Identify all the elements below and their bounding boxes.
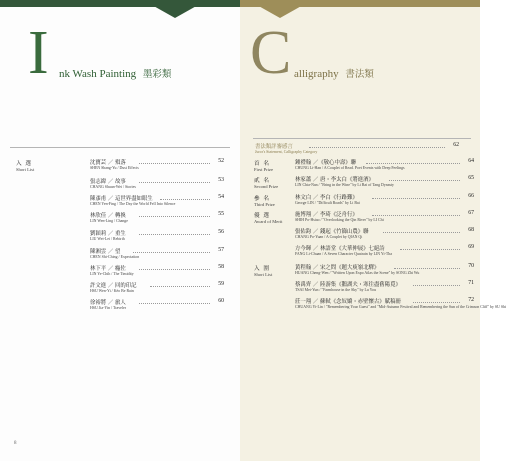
entry-title-zh: 陳湘雲 ／ 望 [90, 249, 121, 255]
entry-title-zh: 許文進 ／ 回的印記 [90, 283, 137, 289]
category-zh: 貳 名 [254, 178, 270, 184]
leader-dots [389, 180, 460, 181]
ink-wash-initial: I [28, 19, 49, 87]
right-divider [253, 138, 471, 139]
leader-dots [160, 199, 210, 200]
entry-title-en: LIU Wei-Lei / Rebirth [90, 237, 125, 241]
entry-title-zh: 蔡禹齊 ／ 陸游集《鵝湖夫・寒往盡舊陽覓》 [295, 282, 401, 288]
entry-title-zh: 施博翔 ／ 李琦《泛舟行》 [295, 212, 358, 218]
leader-dots [366, 163, 460, 164]
category-zh: 入 選 [16, 161, 32, 167]
calligraphy-title-zh: 書法類 [345, 69, 374, 80]
entry-title-en: HUANG Cheng-Wen / "Written Upon Expo Atlas the Scene" by SONG Zhi Wu [295, 271, 420, 275]
right-tab-notch [248, 0, 312, 18]
leader-dots [139, 216, 210, 217]
page-ref: 53 [218, 177, 224, 183]
page-ref: 69 [468, 244, 474, 250]
entry-title-zh: 張佑鈞 ／ 錢起《竹篩山農》聯 [295, 229, 369, 235]
entry-title-en: HSU Jia-Yin / Traveler [90, 306, 126, 310]
ink-wash-title [59, 66, 171, 80]
page-ref: 60 [218, 298, 224, 304]
entry-title-en: LIN Ye-Chih / The Timidity [90, 272, 134, 276]
page-ref: 58 [218, 264, 224, 270]
entry-title-zh: 陳彥甫 ／ 這世界盡如眼生 [90, 196, 153, 202]
leader-dots [394, 268, 460, 269]
entry-title-en: George LIN / "Difficult Roads" by Li Bai [295, 201, 360, 205]
page-ref: 68 [468, 227, 474, 233]
toc-entry[interactable] [90, 229, 224, 242]
entry-title-en: SHEN Shang-Yu / Dust Effects [90, 166, 139, 170]
leader-dots [139, 269, 210, 270]
entry-title-en: CHUNG Li-Han / A Couplet of Read. Poet Events with Deep Feelings [295, 166, 405, 170]
toc-entry[interactable] [295, 263, 474, 276]
category-zh: 參 名 [254, 196, 270, 202]
entry-title-en: SHIH Po-Hsiao / "Overlooking the Qin River" by LI Chi [295, 218, 384, 222]
entry-title-en: CHUANG Yi-Lin / "Remembering Your Guest" and "Mid-Autumn Festival and Remembering the Sun of the Crimson Cliff" by SU Shi [295, 305, 506, 309]
category-zh: 首 名 [254, 161, 270, 167]
entry-title-zh: 林文白 ／ 李白《行路難》 [295, 195, 358, 201]
leader-dots [372, 215, 460, 216]
entry-title-zh: 鍾禮翰 ／《敬心中壽》聯 [295, 160, 357, 166]
entry-title-zh: 徐裕將 ／ 旅人 [90, 300, 126, 306]
entry-title-en: TSAI Mei-Yun / "Farmhouse in the Sky" by Lu You [295, 288, 376, 292]
entry-title-zh: 劉穎莉 ／ 重生 [90, 231, 126, 237]
left-tab-notch [143, 0, 207, 18]
toc-entry[interactable] [90, 158, 224, 171]
entry-title-zh: 莊一翔 ／ 蘇軾《念奴嬌・赤壁懷古》賦稿冊 [295, 299, 401, 305]
page-number: 8 [14, 441, 17, 446]
toc-entry[interactable] [90, 281, 224, 294]
toc-entry[interactable] [295, 193, 474, 206]
toc-entry[interactable] [295, 297, 506, 310]
category-en: Award of Merit [254, 219, 283, 224]
entry-title-zh: 林家蕭 ／ 唐・李太白《將進酒》 [295, 177, 374, 183]
entry-title-zh: 張志緯 ／ 故事 [90, 179, 126, 185]
entry-title-en: LIN Chia-Nan / "Bring in the Wine" by Li Bai of Tang Dynasty [295, 183, 394, 187]
page-ref: 70 [468, 263, 474, 269]
juror-statement-en: Juror's Statement, Calligraphy Category [255, 150, 318, 154]
toc-entry[interactable] [295, 158, 474, 171]
category-en: Second Prize [254, 184, 279, 189]
page-ref: 57 [218, 247, 224, 253]
leader-dots [309, 147, 445, 148]
toc-entry[interactable] [295, 280, 474, 293]
category-zh: 入 圍 [254, 266, 270, 272]
entry-title-en: FANG Li-Chuan / A Seven Character Quatrain by LIN Yi-Tha [295, 252, 392, 256]
ink-wash-title-zh: 墨彩類 [142, 69, 172, 80]
juror-statement-entry[interactable] [255, 142, 459, 155]
toc-entry[interactable] [295, 227, 474, 240]
leader-dots [413, 285, 460, 286]
page-ref: 62 [453, 142, 459, 148]
leader-dots [413, 302, 460, 303]
toc-entry[interactable] [295, 175, 474, 188]
category-en: First Prize [254, 167, 274, 172]
leader-dots [383, 232, 460, 233]
calligraphy-title-en: alligraphy [294, 68, 339, 80]
leader-dots [150, 286, 210, 287]
leader-dots [139, 303, 210, 304]
toc-entry[interactable] [90, 247, 224, 260]
entry-title-zh: 黃程翰 ／ 宋之問《題大庾嶺北驛》 [295, 265, 380, 271]
page-ref: 67 [468, 210, 474, 216]
page-ref: 71 [468, 280, 474, 286]
page-ref: 64 [468, 158, 474, 164]
category-en: Third Prize [254, 202, 275, 207]
page-ref: 66 [468, 193, 474, 199]
leader-dots [133, 252, 210, 253]
page-ref: 54 [218, 194, 224, 200]
toc-entry[interactable] [295, 244, 474, 257]
entry-title-en: LIN Wen-Ling / Change [90, 219, 128, 223]
leader-dots [400, 249, 460, 250]
juror-statement-zh: 書法類評審感言 [255, 144, 293, 150]
left-page [0, 0, 240, 461]
leader-dots [139, 182, 210, 183]
toc-entry[interactable] [295, 210, 474, 223]
category-en: Short List [16, 167, 35, 172]
toc-entry[interactable] [90, 211, 224, 224]
entry-title-en: HSU Wen-Yi / Kéo Be Rain [90, 289, 134, 293]
page-ref: 55 [218, 211, 224, 217]
page-ref: 65 [468, 175, 474, 181]
entry-title-zh: 林欣佳 ／ 轉換 [90, 213, 126, 219]
entry-title-zh: 林下平 ／ 癮佐 [90, 266, 126, 272]
calligraphy-initial: C [250, 19, 292, 87]
page-ref: 56 [218, 229, 224, 235]
calligraphy-title [294, 66, 374, 80]
page-ref: 52 [218, 158, 224, 164]
leader-dots [139, 163, 210, 164]
left-divider [10, 147, 230, 148]
category-zh: 優 選 [254, 213, 270, 219]
toc-entry[interactable] [90, 264, 224, 277]
right-page [240, 0, 506, 461]
leader-dots [139, 234, 210, 235]
entry-title-en: CHEN Yen-Fing / The Day the World Fell Into Silence [90, 202, 176, 206]
page-ref: 59 [218, 281, 224, 287]
toc-entry[interactable] [90, 298, 224, 311]
category-en: Short List [254, 272, 273, 277]
toc-entry[interactable] [90, 177, 224, 190]
entry-title-en: CHEN Shi-Ching / Expectation [90, 255, 140, 259]
entry-title-zh: 沈寶芸 ／ 殞落 [90, 160, 126, 166]
ink-wash-title-en: nk Wash Painting [59, 68, 137, 80]
entry-title-en: CHANG Shuan-Wei / Stories [90, 185, 136, 189]
leader-dots [372, 198, 460, 199]
toc-entry[interactable] [90, 194, 224, 207]
entry-title-zh: 方今暉 ／ 林語堂《大華伸展》七絕詩 [295, 246, 385, 252]
page-ref: 72 [468, 297, 474, 303]
entry-title-en: CHANG Po-Yuan / A Couplet by QIAN Qi [295, 235, 363, 239]
